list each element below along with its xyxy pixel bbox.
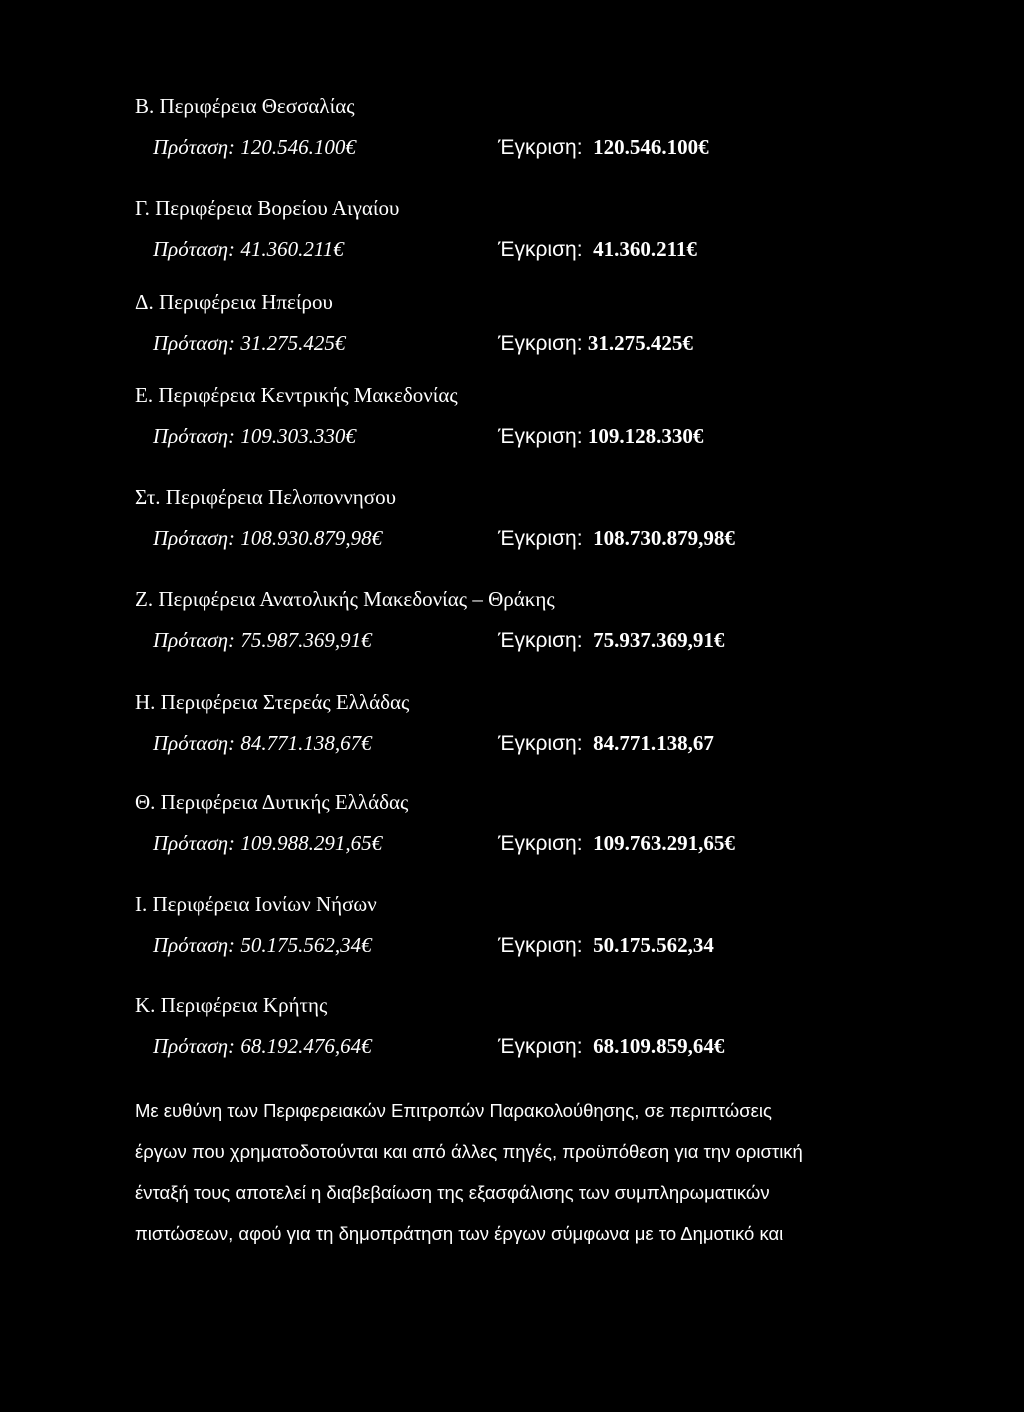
approval-label: Έγκριση:	[498, 934, 583, 957]
approval-label: Έγκριση:	[498, 136, 583, 159]
region-heading: Ε. Περιφέρεια Κεντρικής Μακεδονίας	[135, 383, 458, 407]
proposal-value: 108.930.879,98€	[240, 526, 383, 550]
approval-line	[498, 731, 714, 756]
approval-value: 75.937.369,91€	[593, 628, 725, 652]
paragraph-line: έργων που χρηματοδοτούνται και από άλλες πηγές, προϋπόθεση για την οριστική	[135, 1141, 803, 1162]
approval-line	[498, 135, 709, 160]
approval-line	[498, 831, 735, 856]
approval-label: Έγκριση:	[498, 527, 583, 550]
approval-value: 31.275.425€	[587, 331, 693, 355]
region-heading: Θ. Περιφέρεια Δυτικής Ελλάδας	[135, 790, 409, 814]
approval-value: 109.128.330€	[587, 424, 704, 448]
approval-value: 41.360.211€	[593, 237, 697, 261]
proposal-value: 109.303.330€	[240, 424, 356, 448]
region-heading: Δ. Περιφέρεια Ηπείρου	[135, 290, 333, 314]
proposal-value: 68.192.476,64€	[240, 1034, 372, 1058]
approval-label: Έγκριση:	[498, 732, 583, 755]
proposal-label: Πρόταση:	[153, 933, 236, 957]
proposal-line	[153, 526, 382, 551]
proposal-label: Πρόταση:	[153, 526, 236, 550]
proposal-label: Πρόταση:	[153, 135, 236, 159]
region-heading: Στ. Περιφέρεια Πελοποννησου	[135, 485, 396, 509]
proposal-label: Πρόταση:	[153, 831, 236, 855]
approval-line	[498, 424, 703, 449]
proposal-label: Πρόταση:	[153, 331, 236, 355]
proposal-line	[153, 731, 372, 756]
paragraph-line: πιστώσεων, αφού για τη δημοπράτηση των έργων σύμφωνα με το Δημοτικό και	[135, 1223, 784, 1244]
approval-line	[498, 237, 697, 262]
proposal-line	[153, 135, 356, 160]
proposal-label: Πρόταση:	[153, 424, 236, 448]
region-heading: Ζ. Περιφέρεια Ανατολικής Μακεδονίας – Θράκης	[135, 587, 555, 611]
proposal-line	[153, 628, 372, 653]
approval-value: 108.730.879,98€	[593, 526, 735, 550]
approval-label: Έγκριση:	[498, 425, 583, 448]
proposal-value: 84.771.138,67€	[240, 731, 372, 755]
region-heading: Ι. Περιφέρεια Ιονίων Νήσων	[135, 892, 377, 916]
proposal-line	[153, 831, 382, 856]
approval-line	[498, 331, 693, 356]
approval-value: 68.109.859,64€	[593, 1034, 725, 1058]
approval-label: Έγκριση:	[498, 332, 583, 355]
proposal-value: 120.546.100€	[240, 135, 356, 159]
approval-label: Έγκριση:	[498, 238, 583, 261]
approval-label: Έγκριση:	[498, 832, 583, 855]
proposal-label: Πρόταση:	[153, 1034, 236, 1058]
proposal-value: 109.988.291,65€	[240, 831, 383, 855]
approval-line	[498, 628, 724, 653]
body-paragraph	[135, 1090, 895, 1254]
approval-value: 120.546.100€	[593, 135, 709, 159]
approval-value: 84.771.138,67	[593, 731, 714, 755]
region-heading: Β. Περιφέρεια Θεσσαλίας	[135, 94, 355, 118]
paragraph-line: Με ευθύνη των Περιφερειακών Επιτροπών Παρακολούθησης, σε περιπτώσεις	[135, 1100, 772, 1121]
proposal-value: 75.987.369,91€	[240, 628, 372, 652]
proposal-line	[153, 237, 344, 262]
approval-value: 109.763.291,65€	[593, 831, 735, 855]
approval-value: 50.175.562,34	[593, 933, 714, 957]
proposal-value: 50.175.562,34€	[240, 933, 372, 957]
proposal-value: 41.360.211€	[240, 237, 344, 261]
proposal-line	[153, 933, 372, 958]
proposal-line	[153, 1034, 372, 1059]
region-heading: Κ. Περιφέρεια Κρήτης	[135, 993, 328, 1017]
approval-line	[498, 526, 735, 551]
proposal-line	[153, 331, 345, 356]
approval-line	[498, 933, 714, 958]
paragraph-line: ένταξή τους αποτελεί η διαβεβαίωση της εξασφάλισης των συμπληρωματικών	[135, 1182, 770, 1203]
region-heading: Η. Περιφέρεια Στερεάς Ελλάδας	[135, 690, 410, 714]
region-heading: Γ. Περιφέρεια Βορείου Αιγαίου	[135, 196, 400, 220]
proposal-line	[153, 424, 356, 449]
approval-label: Έγκριση:	[498, 629, 583, 652]
proposal-value: 31.275.425€	[240, 331, 346, 355]
proposal-label: Πρόταση:	[153, 237, 236, 261]
approval-line	[498, 1034, 724, 1059]
approval-label: Έγκριση:	[498, 1035, 583, 1058]
proposal-label: Πρόταση:	[153, 731, 236, 755]
proposal-label: Πρόταση:	[153, 628, 236, 652]
